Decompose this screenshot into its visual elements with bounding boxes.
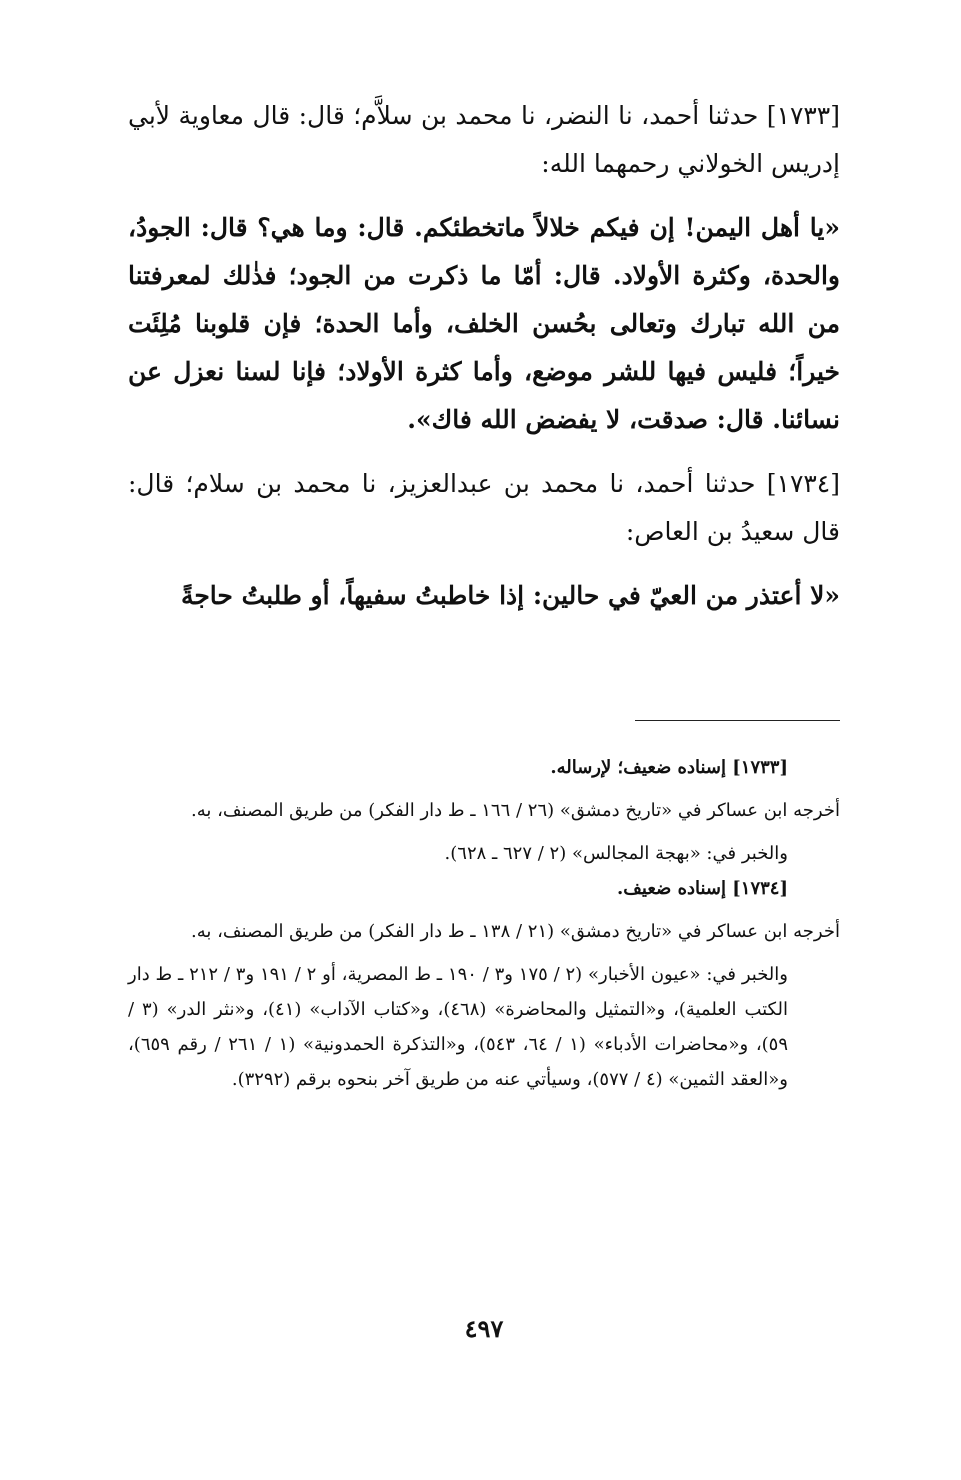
footnote-1733-khabar: والخبر في: «بهجة المجالس» (٢ / ٦٢٧ ـ ٦٢٨). [444,843,788,864]
entry-1733-quote: «يا أهل اليمن! إن فيكم خلالاً ماتخطئكم. قال: وما هي؟ قال: الجودُ، والحدة، وكثرة الأولاد. قال: أمّا ما ذكرت من الجود؛ فذٰلك لمعرفتنا من الله تبارك وتعالى بحُسن الخلف، وأما الحدة؛ فإن قلوبنا مُلِئَت خيراً؛ فليس فيها للشر موضع، وأما كثرة الأولاد؛ فإنا لسنا نعزل عن نسائنا. قال: صدقت، لا يفضض الله فاك». [128,213,840,434]
footnotes [128,750,840,1097]
footnote-1733-source: أخرجه ابن عساكر في «تاريخ دمشق» (٢٦ / ١٦٦ ـ ط دار الفكر) من طريق المصنف، به. [190,800,840,821]
footnote-1734-khabar: والخبر في: «عيون الأخبار» (٢ / ١٧٥ و٣ / ١٩٠ ـ ط المصرية، أو ٢ / ١٩١ و٣ / ٢١٢ ـ ط دار الكتب العلمية)، و«التمثيل والمحاضرة» (٤٦٨)، و«كتاب الآداب» (٤١)، و«نثر الدر» (٣ / ٥٩)، و«محاضرات الأدباء» (١ / ٦٤، ٥٤٣)، و«التذكرة الحمدونية» (١ / ٢٦١ / رقم ٦٥٩)، و«العقد الثمين» (٤ / ٥٧٧)، وسيأتي عنه من طريق آخر بنحوه برقم (٣٢٩٢). [128,964,789,1090]
page-number: ٤٩٧ [464,1314,504,1343]
footnote-1734-source: أخرجه ابن عساكر في «تاريخ دمشق» (٢١ / ١٣٨ ـ ط دار الفكر) من طريق المصنف، به. [190,921,840,942]
footnote-1734-grade: [١٧٣٤] إسناده ضعيف. [617,878,788,899]
entry-1734-quote: «لا أعتذر من العيّ في حالين: إذا خاطبتُ سفيهاً، أو طلبتُ حاجةً [180,581,840,610]
entry-1733-isnad: [١٧٣٣] حدثنا أحمد، نا النضر، نا محمد بن سلاَّم؛ قال: قال معاوية لأبي إدريس الخولاني رحمهما الله: [128,101,840,178]
entry-1734-isnad: [١٧٣٤] حدثنا أحمد، نا محمد بن عبدالعزيز، نا محمد بن سلام؛ قال: قال سعيدُ بن العاص: [128,469,840,546]
footnote-separator [635,720,840,721]
footnote-1733-grade: [١٧٣٣] إسناده ضعيف؛ لإرساله. [550,757,788,778]
book-page [128,92,840,1452]
main-text [128,92,840,620]
